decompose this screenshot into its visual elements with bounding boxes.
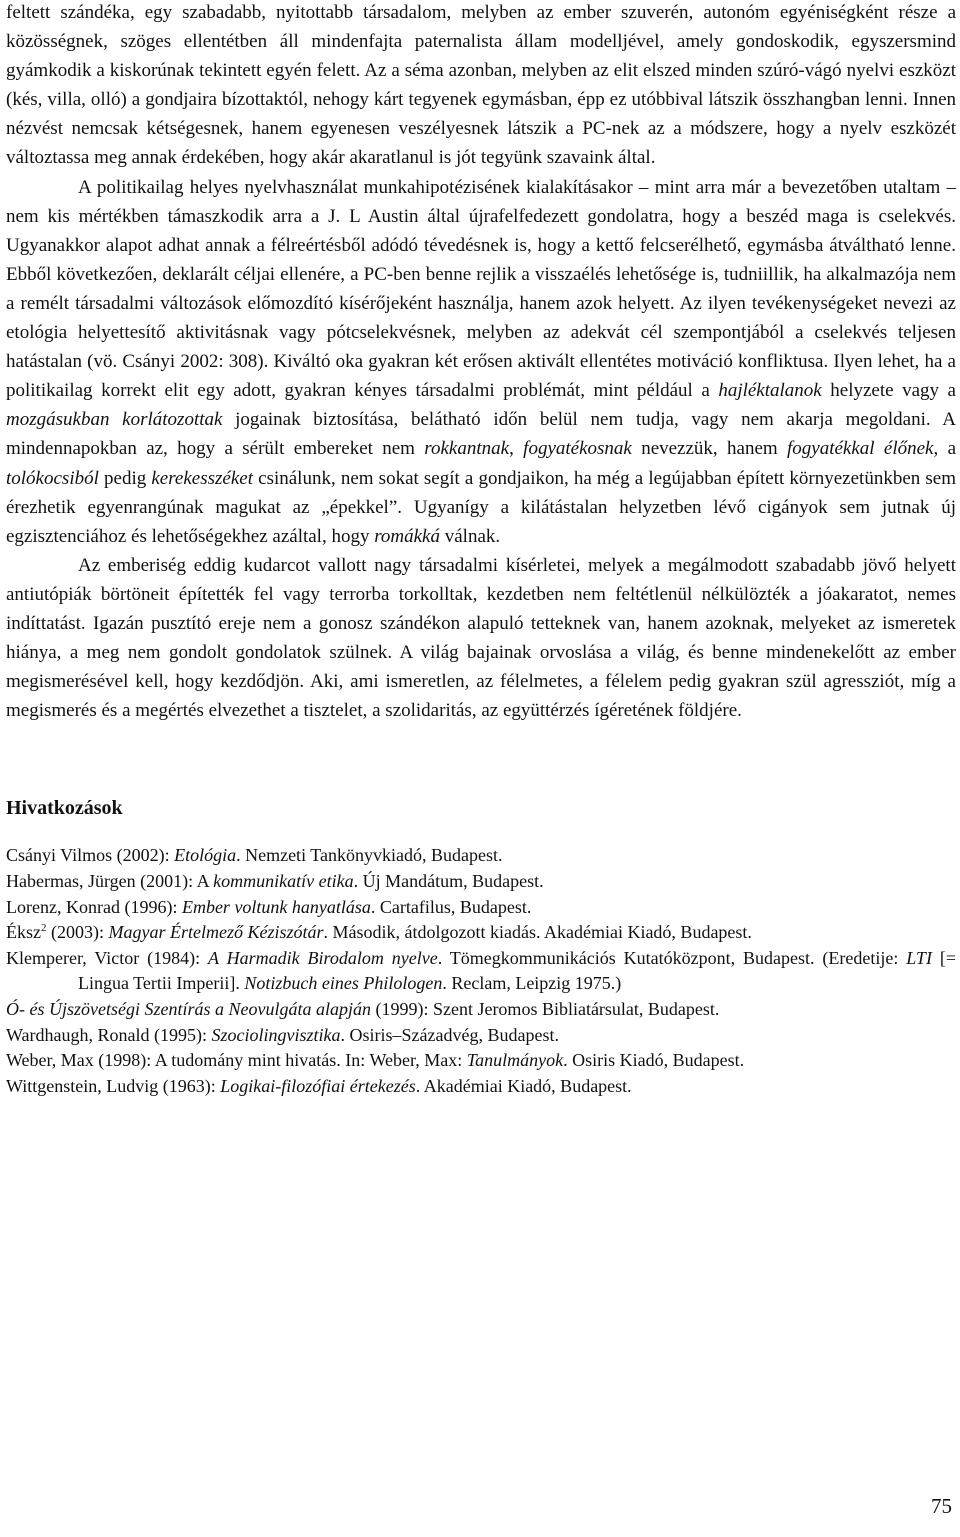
italic-text: fogyatékosnak <box>523 438 632 460</box>
italic-text: A Harmadik Birodalom nyelve <box>208 947 438 968</box>
text-run: Éksz <box>6 922 41 943</box>
reference-item <box>6 997 956 1023</box>
text-run: helyzete vagy a <box>821 380 956 402</box>
body-paragraph-3: Az emberiség eddig kudarcot vallott nagy társadalmi kísérletei, melyek a megálmodott szabadabb jövő helyett antiutópiák börtöneit építették fel vagy terrorba torkolltak, kezdetben nem feltétlenül nélkülözték a jóakaratot, nemes indíttatást. Igazán pusztító ereje nem a gonosz szándékon alapuló tetteknek van, hanem azoknak, melyeket az ismeretek hiánya, a meg nem gondolt gondolatok szülnek. A világ bajainak orvoslása a világ, és benne mindenekelőtt az ember megismerésével kell, hogy kezdődjön. Aki, ami ismeretlen, az félelmetes, a félelem pedig gyakran szül agressziót, míg a megismerés és a megértés elvezethet a tisztelet, a szolidaritás, az együttérzés ígéretének földjére. <box>6 554 956 722</box>
italic-text: hajléktalanok <box>718 380 822 402</box>
italic-text: LTI <box>906 947 932 968</box>
text-run: . Új Mandátum, Budapest. <box>353 870 544 891</box>
italic-text: tolókocsiból <box>6 467 99 489</box>
body-paragraph-1: feltett szándéka, egy szabadabb, nyitottabb társadalom, melyben az ember szuverén, autonóm egyéniségként része a közösségnek, szöges ellentétben áll mindenfajta paternalista állam modelljével, amely gondoskodik, egyszersmind gyámkodik a kiskorúnak tekintett egyén felett. Az a séma azonban, melyben az elit elszed minden szúró-vágó nyelvi eszközt (kés, villa, olló) a gondjaira bízottaktól, nehogy kárt tegyenek egymásban, épp ez utóbbival látszik összhangban lenni. Innen nézvést nemcsak kétségesnek, hanem egyenesen veszélyesnek látszik a PC-nek az a módszere, hogy a nyelv eszközét változtassa meg annak érdekében, hogy akár akaratlanul is jót tegyünk szavaink által. <box>6 2 956 169</box>
italic-text: Logikai-filozófiai értekezés <box>220 1075 416 1096</box>
text-run: pedig <box>98 467 152 489</box>
text-run: . Akadémiai Kiadó, Budapest. <box>415 1075 632 1096</box>
italic-text: Szociolingvisztika <box>211 1024 341 1045</box>
text-run: Csányi Vilmos (2002): <box>6 845 175 866</box>
reference-item <box>6 920 956 946</box>
italic-text: Magyar Értelmező Kéziszótár <box>108 922 324 943</box>
reference-item <box>6 1023 956 1049</box>
superscript-text: 2 <box>41 922 47 935</box>
text-run: . Tömegkommunikációs Kutatóközpont, Budapest. (Eredetije: <box>437 947 907 968</box>
text-run: Habermas, Jürgen (2001): A <box>6 870 214 891</box>
italic-text: kommunikatív etika <box>213 870 354 891</box>
text-run: jogainak biztosítása, belátható időn belül nem tudja, vagy nem akarja megoldani. A mindennapokban az, hogy a sérült embereket nem <box>6 409 956 460</box>
italic-text: kerekesszéket <box>151 467 253 489</box>
text-run: . Osiris–Századvég, Budapest. <box>340 1024 559 1045</box>
text-run: Wittgenstein, Ludvig (1963): <box>6 1075 221 1096</box>
text-run: , <box>509 438 524 460</box>
text-run: . Cartafilus, Budapest. <box>370 896 532 917</box>
italic-text: Ember voltunk hanyatlása <box>181 896 371 917</box>
reference-item <box>6 869 956 895</box>
text-run: (1999): Szent Jeromos Bibliatársulat, Budapest. <box>370 998 720 1019</box>
text-run: csinálunk, nem sokat segít a gondjaikon, ha még a legújabban épített környezetünkben sem érezhetik egyenrangúnak magukat az „épekkel”. Ugyanígy a kilátástalan helyzetben lévő cigányok sem jutnak új egzisztenciához és lehetőségekhez azáltal, hogy <box>6 467 956 547</box>
text-run: válnak. <box>440 525 501 547</box>
text-run: , a <box>933 438 957 460</box>
text-run: . Osiris Kiadó, Budapest. <box>563 1050 745 1071</box>
italic-text: fogyatékkal élőnek <box>787 438 934 460</box>
reference-item <box>6 895 956 921</box>
text-run: . Második, átdolgozott kiadás. Akadémiai Kiadó, Budapest. <box>323 922 752 943</box>
italic-text: Ó- és Újszövetségi Szentírás a Neovulgáta alapján <box>6 998 371 1019</box>
text-run: (2003): <box>46 922 109 943</box>
text-run: nevezzük, hanem <box>631 438 787 460</box>
italic-text: mozgásukban korlátozottak <box>6 409 223 431</box>
document-page <box>6 0 956 1099</box>
text-run: A politikailag helyes nyelvhasználat munkahipotézisének kialakításakor – mint arra már a bevezetőben utaltam – nem kis mértékben támaszkodik arra a J. L Austin által újrafelfedezett gondolatra, hogy a beszéd maga is cselekvés. Ugyanakkor alapot adhat annak a félreértésből adódó tévedésnek is, hogy a kettő felcserélhető, egymásba átváltható lenne. Ebből következően, deklarált céljai ellenére, a PC-ben benne rejlik a visszaélés lehetősége is, tudniillik, ha alkalmazója nem a remélt társadalmi változások előmozdító kísérőjeként használja, hanem azok helyett. Az ilyen tevékenységeket nevezi az etológia helyettesítő aktivitásnak vagy pótcselekvésnek, melyben az adekvát cél szempontjából a cselekvés teljesen hatástalan (vö. Csányi 2002: 308). Kiváltó oka gyakran két erősen aktivált ellentétes motiváció konfliktusa. Ilyen lehet, ha a politikailag korrekt elit egy adott, gyakran kényes társadalmi problémát, mint például a <box>6 176 956 402</box>
italic-text: Etológia <box>174 845 237 866</box>
text-run: Klemperer, Victor (1984): <box>6 947 209 968</box>
italic-text: Notizbuch eines Philologen <box>244 973 443 994</box>
references-list <box>6 843 956 1099</box>
body-paragraph-2 <box>6 173 956 551</box>
text-run: . Reclam, Leipzig 1975.) <box>442 973 622 994</box>
text-run: Wardhaugh, Ronald (1995): <box>6 1024 212 1045</box>
italic-text: romákká <box>374 525 440 547</box>
reference-item <box>6 1074 956 1100</box>
text-run: . Nemzeti Tankönyvkiadó, Budapest. <box>236 845 503 866</box>
italic-text: rokkantnak <box>424 438 510 460</box>
text-run: Lorenz, Konrad (1996): <box>6 896 182 917</box>
text-run: Weber, Max (1998): A tudomány mint hivatás. In: Weber, Max: <box>6 1050 467 1071</box>
italic-text: Tanulmányok <box>466 1050 564 1071</box>
references-heading: Hivatkozások <box>6 797 123 820</box>
text-run: [= Lingua Tertii Imperii]. <box>78 947 956 994</box>
reference-item <box>6 946 956 997</box>
page-number: 75 <box>931 1494 952 1518</box>
reference-item <box>6 843 956 869</box>
reference-item <box>6 1048 956 1074</box>
